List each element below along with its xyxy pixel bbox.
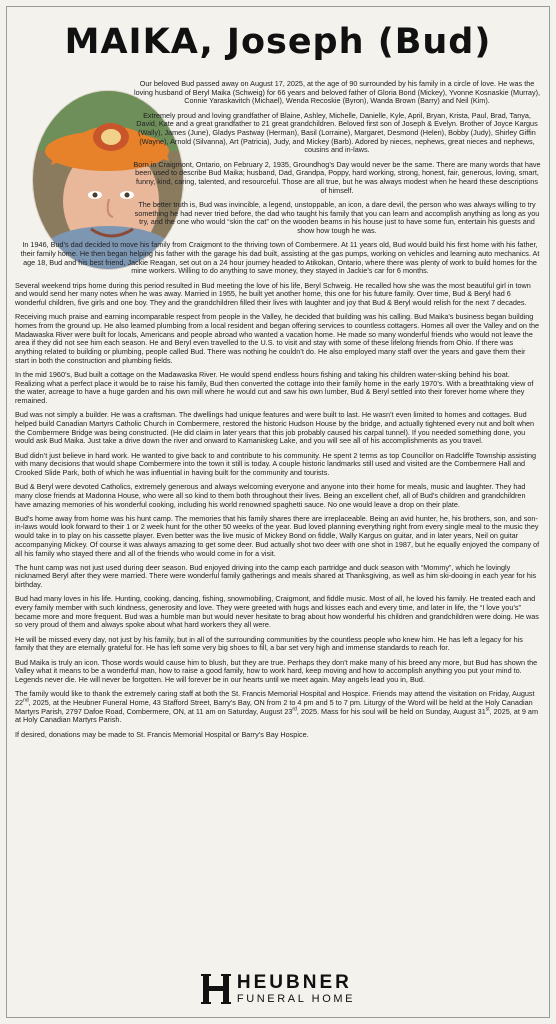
paragraph: The hunt camp was not just used during deer season. Bud enjoyed driving into the camp each partridge and duck season with “Mommy”, which he lovingly nicknamed Beryl after they were married. There were wonderful family gatherings and meals shared at Thanksgiving, as well as him ski-dooing in each year for his birthday. [15,562,537,590]
paragraph: Bud was not simply a builder. He was a craftsman. The dwellings had unique features and were built to last. He wasn’t even limited to homes and cottages. Bud helped build Canadian Martyrs Catholic Church in Combermere, restored the historic Hudson House by the bridge, and actually tightened every nut and bolt when the Combermere Bridge was being constructed. (He did claim in later years that this job probably caused his carpal tunnel). If you needed something done, you would ask Bud Maika. Just take a drive down the river and onward to Kamaniskeg Lake, and you will see all of his accomplishments as you travel. [15,410,535,446]
paragraph: Bud & Beryl were devoted Catholics, extremely generous and always welcoming everyone and anyone into their home for meals, music and laughter. They had many close friends at Madonna House, who were all so kind to them both throughout their lives. Being an excellent chef, all of Bud’s children and grandchildren have amazing memories of his wonderful cooking, including his world renowned spaghetti sauce. No one would leave a drop on their plate. [15,482,526,509]
funeral-home-subtitle: FUNERAL HOME [236,993,356,1005]
funeral-home-name: HEUBNER [236,972,352,993]
paragraph: Bud’s home away from home was his hunt camp. The memories that his family shares there are irreplaceable. Being an avid hunter, he, his brothers, son, and son-in-laws would look forward to their 1 or 2 week hunt for the other 50 weeks of the year. Bud loved planning everything right from every single meal to the music they would take in to play on his cassette player. Even better was the live music of Mickey Bond on fiddle, Wally Kargus on guitar, and in later years, Neil on guitar accompanying Mickey. Of course it was always amazing to get some deer. Bud actually shot two deer with one shot in 1987, but he equally enjoyed the company of all his family who stayed there and all of the friends who would come in for a visit. [15,513,540,558]
paragraph: Extremely proud and loving grandfather of Blaine, Ashley, Michelle, Danielle, Kyle, April, Bryan, Krista, Paul, Brad, Tanya, David, Kate and a great grandfather to 21 great grandchildren. Beloved first son of Joseph & Evelyn. Brother of Joyce Kargus (Wally), James (June), Gladys Pastway (Herman), Basil (Lorraine), Margaret, Desmond (Helen), Bobby (Judy), Shirley Giffin (Wayne), Arnold (Silvanna), Art (Patricia), Judy, and Mickey (Barb). Adored by nieces, nephews, great nieces and nephews, cousins and in-laws. [136,110,538,155]
obituary-title: MAIKA, Joseph (Bud) [64,22,492,62]
obituary-body [15,80,541,745]
paragraph: He will be missed every day, not just by his family, but in all of the surrounding communities by the countless people who knew him. He has left a legacy for his family that they are eternally grateful for. He has left some very big shoes to fill, a bar set very high and immense standards to reach for. [15,634,523,653]
paragraph: Born in Craigmont, Ontario, on February 2, 1935, Groundhog’s Day would never be the same. There are many words that have been used to describe Bud Maika; husband, Dad, Grandpa, Poppy, hard working, strong, honest, fair, generous, loving, smart, funny, kind, caring, talented, and resourceful. Those are all true, but he was always modest when he heard these descriptions of himself. [133,159,541,195]
paragraph: In 1946, Bud’s dad decided to move his family from Craigmont to the thriving town of Combermere. At 11 years old, Bud would build his first home with his father, their family home. He then began helping his father with the garage his dad built, assisting at the gas pumps, working on vehicles and learning auto mechanics. At age 18, Bud and his best friend, Jackie Reagan, set out on a 24 hour journey headed to Atikokan, Ontario, where there was plenty of work to build homes for the mine workers. Willing to do anything to save money, they stayed in Jackie’s car for 6 months. [20,240,540,276]
paragraph: The better truth is, Bud was invincible, a legend, unstoppable, an icon, a dare devil, the person who was always willing to try something he had never tried before, the dad who taught his family that you can learn and accomplish anything as long as you try, and the one who would “skin the cat” on the wooden beams in his house just to have some fun, entertain his guests and show how tough he was. [134,199,540,236]
heubner-h-icon [201,972,231,1006]
paragraph: Bud didn’t just believe in hard work. He wanted to give back to and contribute to his community. He spent 2 terms as top Councillor on Radcliffe Township assisting with many decisions that would shape Combermere into the town it still is today. A couple historic landmarks still used and visited are the Combermere Hall and Crooked Slide Park, both of which he was influential in having built for the community and tourists. [15,450,537,477]
paragraph: Bud Maika is truly an icon. Those words would cause him to blush, but they are true. Perhaps they don’t make many of his breed any more, but Bud has shown the Valley what it means to be a wonderful man, how to raise a good family, how to work hard, keep moving and how to accomplish anything you put your mind to. Legends never die. He will never be forgotten. He will forever be in our hearts until we meet again. May angels lead you in, Bud. [15,657,538,684]
funeral-home-wordmark [237,973,355,1005]
paragraph: The family would like to thank the extremely caring staff at both the St. Francis Memorial Hospital and Hospice. Friends may attend the visitation on Friday, August 22nd, 2025, at the Heubner Funeral Home, 43 Stafford Street, Barry’s Bay, ON from 2 to 4 pm and 5 to 7 pm. Liturgy of the Word will be held at the Holy Canadian Martyrs Parish, 2797 Dafoe Road, Combermere, ON, at 11 am on Saturday, August 23rd, 2025. Mass for his soul will be held on Sunday, August 31st, 2025, at 9 am at Holy Canadian Martyrs Parish. [15,689,538,725]
paragraph: Receiving much praise and earning incomparable respect from people in the Valley, he decided that building was his calling. Bud Maika’s business began building homes from the ground up. He also learned plumbing from a local resident and began offering services to countless cottagers. Homes all over the Valley and on the Madawaska River were built for locals, Americans and people abroad who wanted a vacation home. He made so many wonderful friends who would not leave the area if they did not see him each season. He and Beryl even travelled to the U.S. to visit and stay with some of these lifelong friends from Ohio. If there was anything related to building or plumbing, people called Bud. There was nothing he couldn’t do. He also employed many staff over the years and gave them their start in both the construction and plumbing fields. [15,312,540,365]
paragraph: In the mid 1960’s, Bud built a cottage on the Madawaska River. He would spend endless hours fishing and taking his children water-skiing behind his boat. Realizing what a perfect place it would be to raise his family, Bud then converted the cottage into their family home in the early 1970’s. With a breathtaking view of the water, acreage to have a huge garden and his own mill where he would cut and saw his own lumber, Bud & Beryl settled into their forever home where they remained. [15,369,534,405]
paragraph: Several weekend trips home during this period resulted in Bud meeting the love of his life, Beryl Schweig. He recalled how she was the most beautiful girl in town and would send her many notes when he was away. Married in 1955, he built yet another home, this one for his future family. Over time, Bud & Beryl had 6 wonderful children, five girls and one boy. They and the grandchildren filled their lives with laughter and joy that Bud & Beryl would relish for the next 7 decades. [15,280,531,307]
funeral-home-logo [0,972,556,1006]
paragraph: If desired, donations may be made to St. Francis Memorial Hospital or Barry’s Bay Hospice. [15,729,309,739]
paragraph: Our beloved Bud passed away on August 17, 2025, at the age of 90 surrounded by his family in a circle of love. He was the loving husband of Beryl Maika (Schweig) for 66 years and beloved father of Gloria Bond (Mickey), Yvonne Kosnaskie (Murray), Connie Yaraskavitch (Michael), Wenda Recoskie (Byron), Wanda Brown (Barry) and Neil (Kim). [133,79,541,106]
paragraph: Bud had many loves in his life. Hunting, cooking, dancing, fishing, snowmobiling, Craigmont, and fiddle music. Most of all, he loved his family. He treated each and every family member with such kindness, generosity and love. They were greeted with hugs and kisses each and every time, and later in life, the “I love you’s” became more and more frequent. Bud was a humble man but would never hesitate to brag about how wonderful his children and grandchildren were doing. He was so very proud of them and always spoke about what hard workers they all were. [15,594,539,630]
